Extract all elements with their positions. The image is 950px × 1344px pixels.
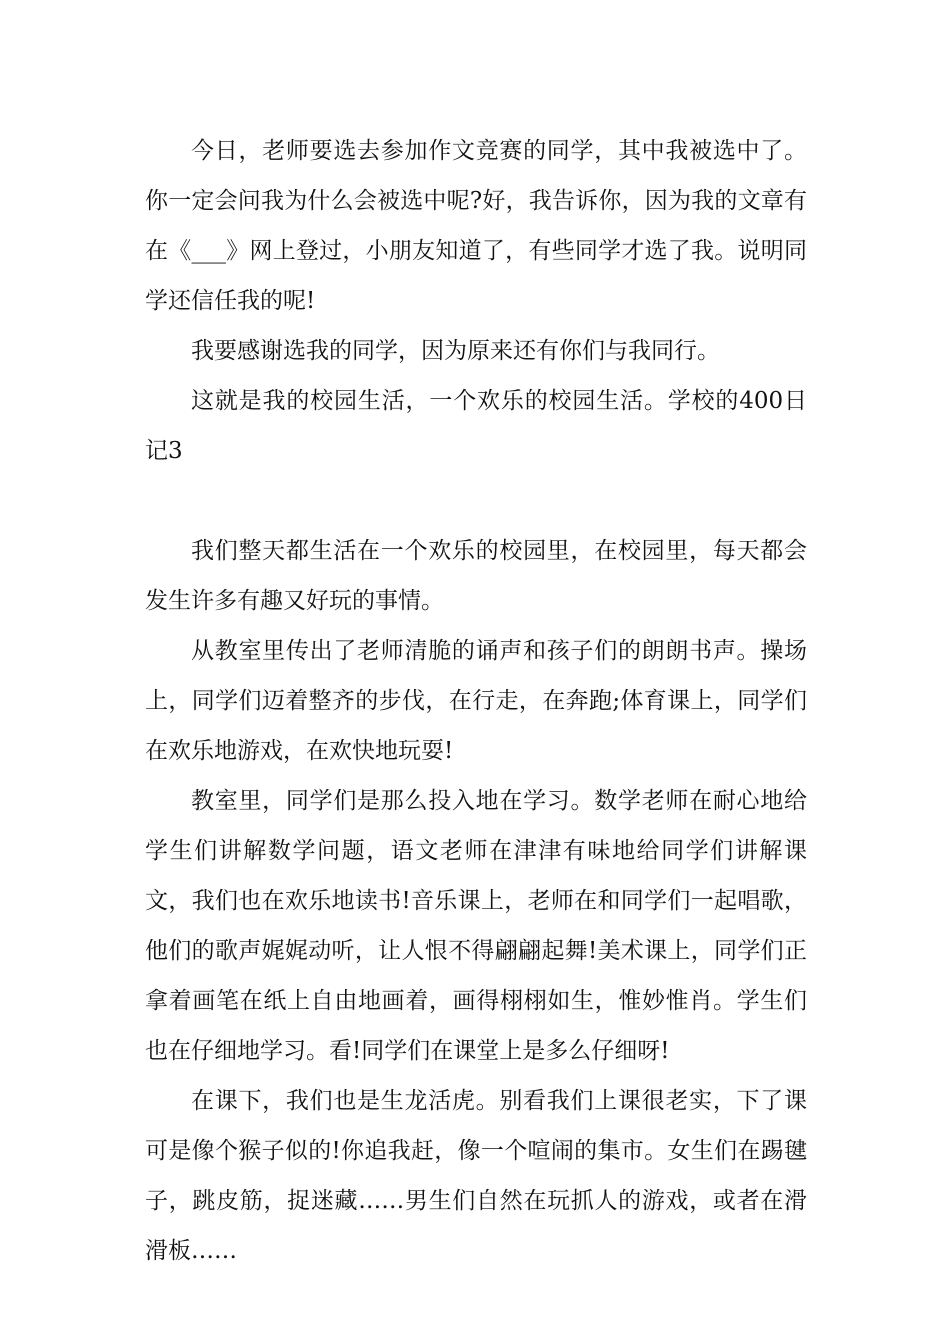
paragraph-after-class: 在课下，我们也是生龙活虎。别看我们上课很老实，下了课可是像个猴子似的!你追我赶，像一个喧闹的集市。女生们在踢毽子，跳皮筋，捉迷藏……男生们自然在玩抓人的游戏，或者在滑滑板…… [145, 1088, 807, 1264]
paragraph-happy-campus: 我们整天都生活在一个欢乐的校园里，在校园里，每天都会发生许多有趣又好玩的事情。 [145, 538, 807, 614]
paragraph-classroom: 教室里，同学们是那么投入地在学习。数学老师在耐心地给学生们讲解数学问题，语文老师在津津有味地给同学们讲解课文，我们也在欢乐地读书!音乐课上，老师在和同学们一起唱歌，他们的歌声娓娓动听，让人恨不得翩翩起舞!美术课上，同学们正拿着画笔在纸上自由地画着，画得栩栩如生，惟妙惟肖。学生们也在仔细地学习。看!同学们在课堂上是多么仔细呀! [145, 788, 807, 1064]
paragraph-playground: 从教室里传出了老师清脆的诵声和孩子们的朗朗书声。操场上，同学们迈着整齐的步伐，在行走，在奔跑;体育课上，同学们在欢乐地游戏，在欢快地玩耍! [145, 638, 807, 764]
paragraph-school-life: 这就是我的校园生活，一个欢乐的校园生活。学校的400日记3 [145, 388, 807, 464]
paragraph-competition: 今日，老师要选去参加作文竞赛的同学，其中我被选中了。你一定会问我为什么会被选中呢?好，我告诉你，因为我的文章有在《___》网上登过，小朋友知道了，有些同学才选了我。说明同学还信任我的呢! [145, 138, 807, 314]
section-gap [145, 476, 807, 526]
document-body [145, 126, 807, 1276]
paragraph-thanks: 我要感谢选我的同学，因为原来还有你们与我同行。 [191, 338, 720, 364]
